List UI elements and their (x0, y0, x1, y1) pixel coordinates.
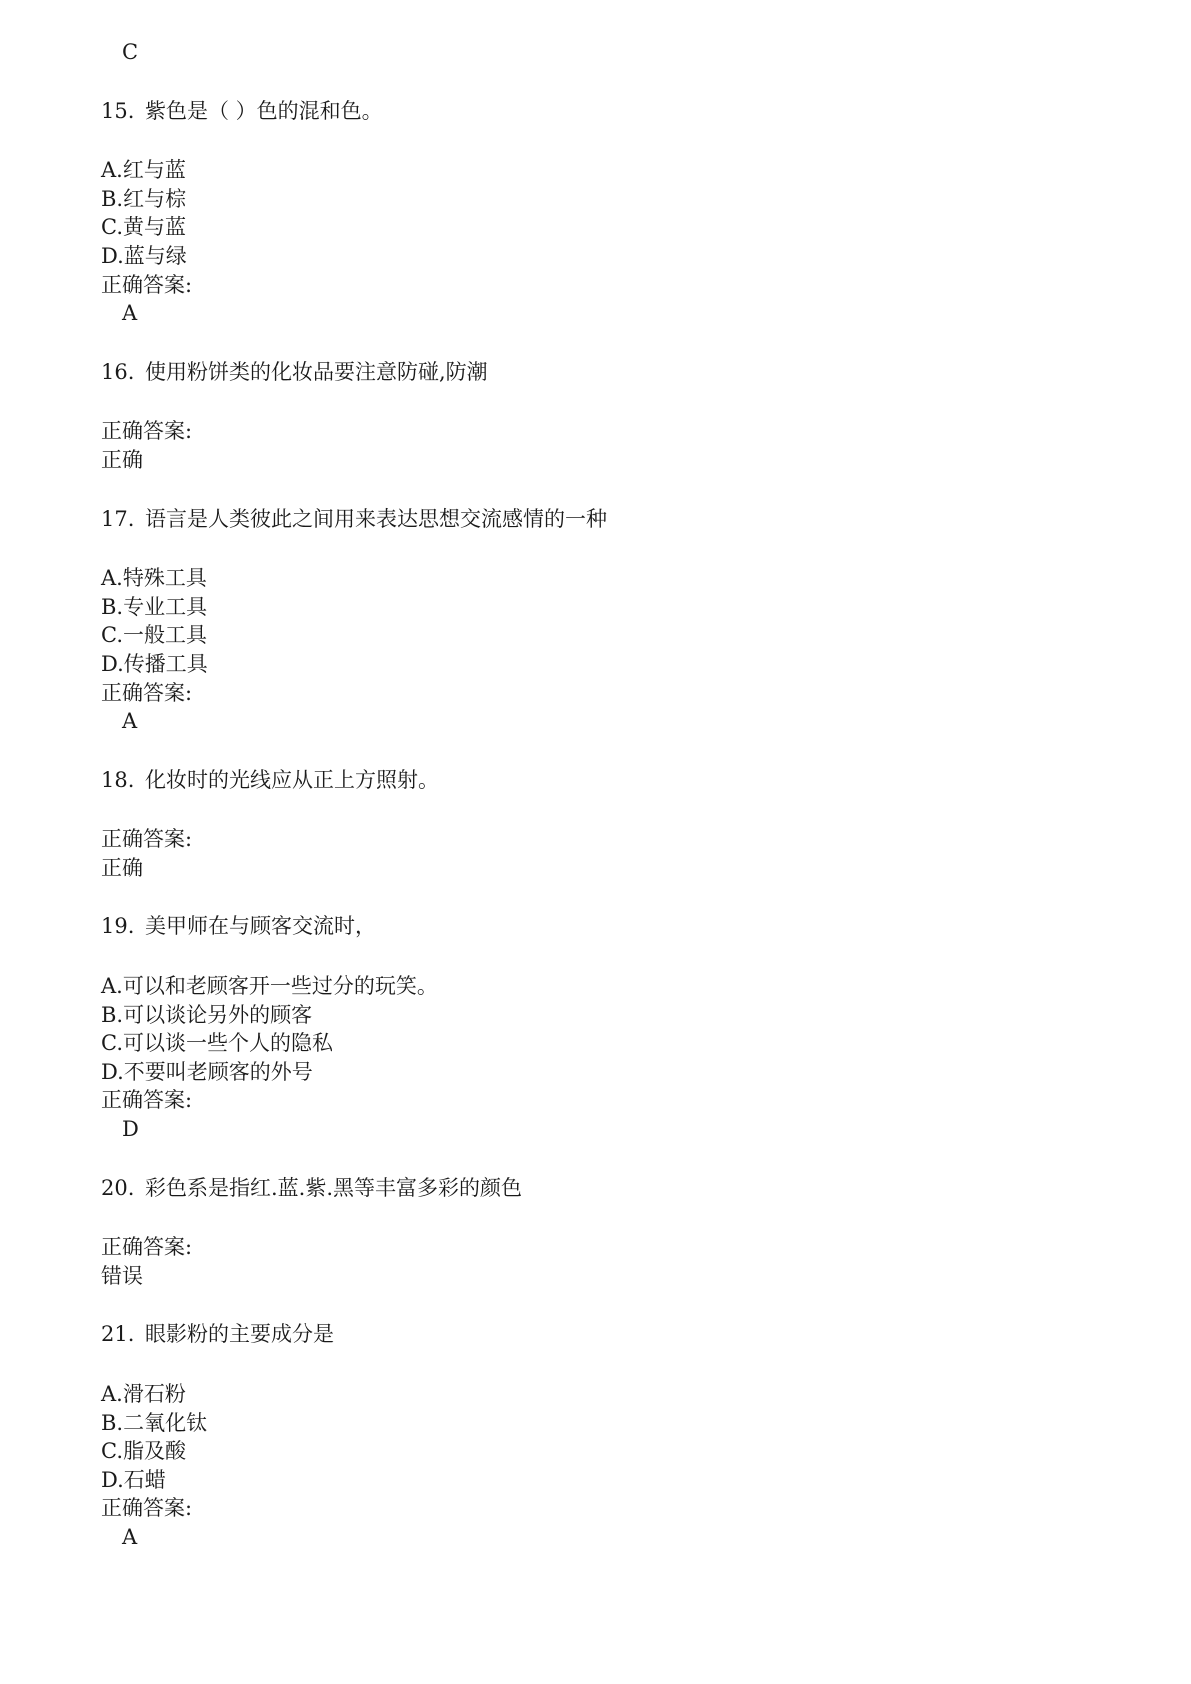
option-item: D.不要叫老顾客的外号 (101, 1059, 313, 1084)
option-item: B.可以谈论另外的顾客 (101, 1002, 313, 1027)
question-block (101, 358, 1101, 475)
question-number: 21. (101, 1322, 135, 1347)
question-block (101, 912, 1101, 1143)
option-item: A.滑石粉 (101, 1382, 186, 1406)
answer-label: 正确答案: (101, 419, 193, 444)
option-item: A.特殊工具 (101, 566, 207, 591)
option-item: B.红与棕 (101, 186, 187, 211)
question-number: 19. (101, 914, 135, 939)
answer-label: 正确答案: (101, 272, 193, 297)
answer-value: 错误 (101, 1263, 143, 1288)
option-item: B.二氧化钛 (101, 1410, 208, 1435)
question-list (101, 97, 1101, 1552)
question-number: 17. (101, 506, 135, 531)
question-title (101, 505, 1101, 534)
question-block (101, 1174, 1101, 1291)
question-title (101, 766, 1101, 795)
question-number: 18. (101, 767, 135, 792)
question-number: 15. (101, 98, 135, 123)
option-item: C.可以谈一些个人的隐私 (101, 1031, 333, 1056)
option-item: D.蓝与绿 (101, 243, 187, 268)
option-item: A.可以和老顾客开一些过分的玩笑。 (101, 974, 438, 999)
question-text: 美甲师在与顾客交流时， (145, 914, 376, 939)
answer-label: 正确答案: (101, 827, 193, 852)
option-item: B.专业工具 (101, 594, 208, 619)
leading-answer: C (122, 40, 139, 64)
answer-label: 正确答案: (101, 680, 193, 705)
spacer (101, 1202, 1101, 1233)
question-block (101, 97, 1101, 328)
option-item: C.一般工具 (101, 623, 207, 648)
answer-value: A (122, 1524, 138, 1549)
spacer (101, 794, 1101, 825)
answer-value: A (122, 709, 138, 734)
option-item: D.传播工具 (101, 651, 208, 676)
option-item: C.脂及酸 (101, 1439, 186, 1464)
answer-value: D (122, 1117, 139, 1142)
question-title (101, 1174, 1101, 1203)
question-text: 语言是人类彼此之间用来表达思想交流感情的一种 (145, 506, 607, 531)
question-title (101, 97, 1101, 126)
question-text: 化妆时的光线应从正上方照射。 (145, 767, 439, 792)
answer-value: 正确 (101, 855, 143, 880)
answer-label: 正确答案: (101, 1235, 193, 1260)
spacer (101, 1349, 1101, 1380)
answer-label: 正确答案: (101, 1496, 193, 1521)
question-number: 16. (101, 359, 135, 384)
answer-label: 正确答案: (101, 1088, 193, 1113)
question-text: 使用粉饼类的化妆品要注意防碰,防潮 (145, 359, 488, 384)
spacer (101, 533, 1101, 564)
question-block (101, 1320, 1101, 1551)
question-text: 彩色系是指红.蓝.紫.黑等丰富多彩的颜色 (145, 1175, 523, 1200)
question-title (101, 912, 1101, 941)
question-block (101, 766, 1101, 883)
question-number: 20. (101, 1175, 135, 1200)
document-page (101, 38, 1101, 1552)
spacer (101, 386, 1101, 417)
option-item: C.黄与蓝 (101, 215, 186, 240)
question-text: 紫色是（ ）色的混和色。 (145, 98, 383, 123)
answer-value: 正确 (101, 447, 143, 472)
answer-value: A (122, 301, 138, 326)
option-item: A.红与蓝 (101, 158, 186, 183)
spacer (101, 125, 1101, 156)
question-text: 眼影粉的主要成分是 (145, 1322, 334, 1347)
option-item: D.石蜡 (101, 1467, 166, 1492)
question-title (101, 1320, 1101, 1349)
question-title (101, 358, 1101, 387)
question-block (101, 505, 1101, 736)
spacer (101, 941, 1101, 972)
